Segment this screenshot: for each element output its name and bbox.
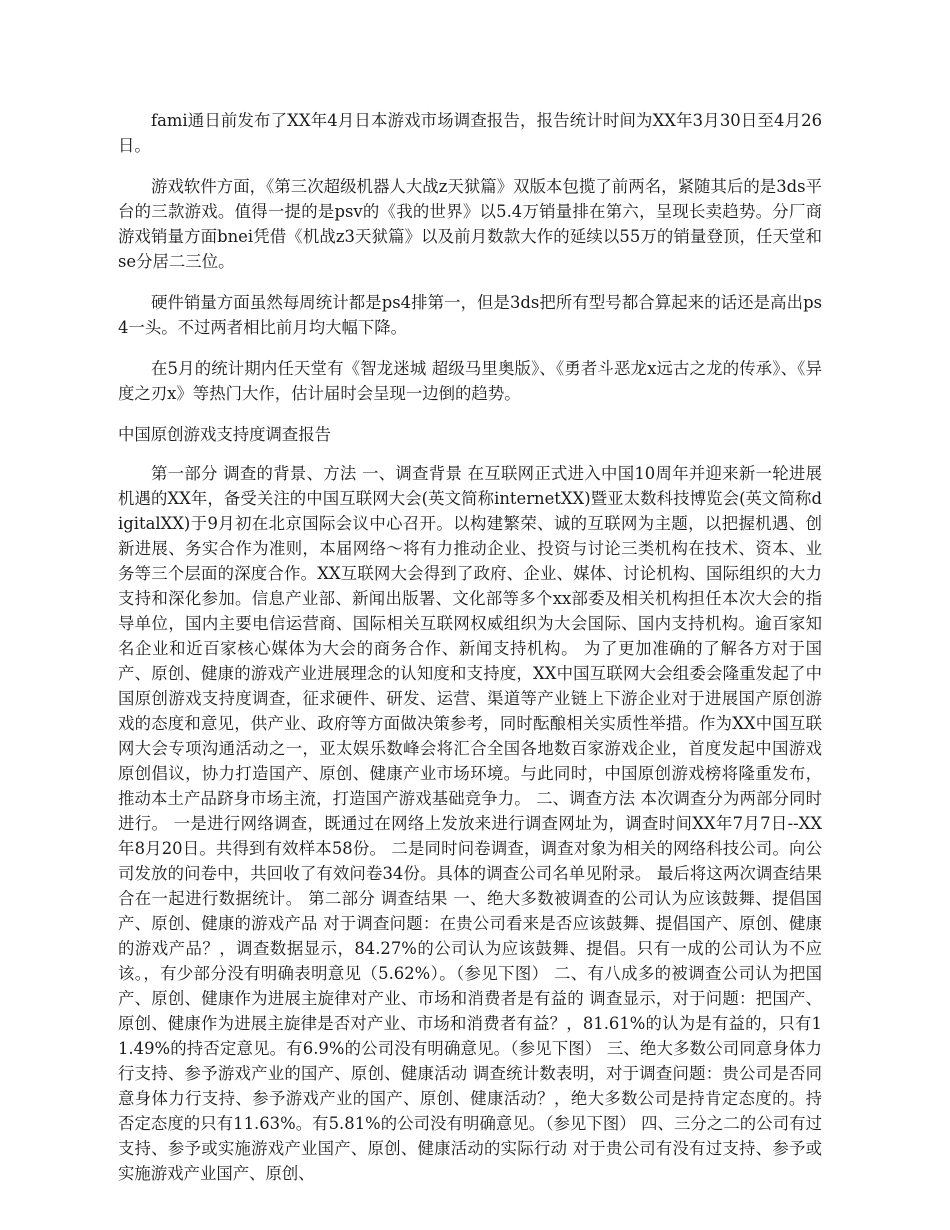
section-title: 中国原创游戏支持度调查报告: [118, 425, 332, 444]
paragraph-may-outlook: 在5月的统计期内任天堂有《智龙迷城 超级马里奥版》、《勇者斗恶龙x远古之龙的传承》、《异度之刃x》等热门大作，估计届时会呈现一边倒的趋势。: [118, 359, 822, 403]
paragraph-hardware-sales: 硬件销量方面虽然每周统计都是ps4排第一，但是3ds把所有型号都合算起来的话还是高出ps4一头。不过两者相比前月均大幅下降。: [118, 293, 822, 337]
paragraph-intro: fami通日前发布了XX年4月日本游戏市场调查报告，报告统计时间为XX年3月30日至4月26日。: [118, 111, 822, 155]
paragraph-software-sales: 游戏软件方面，《第三次超级机器人大战z天狱篇》双版本包揽了前两名，紧随其后的是3ds平台的三款游戏。值得一提的是psv的《我的世界》以5.4万销量排在第六，呈现长卖趋势。分厂商游戏销量方面bnei凭借《机战z3天狱篇》以及前月数款大作的延续以55万的销量登顶，任天堂和se分居二三位。: [118, 177, 822, 271]
paragraph-survey-body: 第一部分 调查的背景、方法 一、调查背景 在互联网正式进入中国10周年并迎来新一轮进展机遇的XX年，备受关注的中国互联网大会(英文简称internetXX)暨亚太数科技博览会(英文简称digitalXX)于9月初在北京国际会议中心召开。以构建繁荣、诚的互联网为主题，以把握机遇、创新进展、务实合作为准则，本届网络～将有力推动企业、投资与讨论三类机构在技术、资本、业务等三个层面的深度合作。XX互联网大会得到了政府、企业、媒体、讨论机构、国际组织的大力支持和深化参加。信息产业部、新闻出版署、文化部等多个xx部委及相关机构担任本次大会的指导单位，国内主要电信运营商、国际相关互联网权威组织为大会国际、国内支持机构。逾百家知名企业和近百家核心媒体为大会的商务合作、新闻支持机构。 为了更加准确的了解各方对于国产、原创、健康的游戏产业进展理念的认知度和支持度，XX中国互联网大会组委会隆重发起了中国原创游戏支持度调查，征求硬件、研发、运营、渠道等产业链上下游企业对于进展国产原创游戏的态度和意见，供产业、政府等方面做决策参考，同时酝酿相关实质性举措。作为XX中国互联网大会专项沟通活动之一，亚太娱乐数峰会将汇合全国各地数百家游戏企业，首度发起中国游戏原创倡议，协力打造国产、原创、健康产业市场环境。与此同时，中国原创游戏榜将隆重发布，推动本土产品跻身市场主流，打造国产游戏基础竞争力。 二、调查方法 本次调查分为两部分同时进行。 一是进行网络调查，既通过在网络上发放来进行调查网址为，调查时间XX年7月7日--XX年8月20日。共得到有效样本58份。 二是同时问卷调查，调查对象为相关的网络科技公司。向公司发放的问卷中，共回收了有效问卷34份。具体的调查公司名单见附录。 最后将这两次调查结果合在一起进行数据统计。 第二部分 调查结果 一、绝大多数被调查的公司认为应该鼓舞、提倡国产、原创、健康的游戏产品 对于调查问题：在贵公司看来是否应该鼓舞、提倡国产、原创、健康的游戏产品？，调查数据显示，84.27%的公司认为应该鼓舞、提倡。只有一成的公司认为不应该。，有少部分没有明确表明意见（5.62%）。（参见下图） 二、有八成多的被调查公司认为把国产、原创、健康作为进展主旋律对产业、市场和消费者是有益的 调查显示，对于问题：把国产、原创、健康作为进展主旋律是否对产业、市场和消费者有益？，81.61%的认为是有益的，只有11.49%的持否定意见。有6.9%的公司没有明确意见。（参见下图） 三、绝大多数公司同意身体力行支持、参予游戏产业的国产、原创、健康活动 调查统计数表明，对于调查问题：贵公司是否同意身体力行支持、参予游戏产业的国产、原创、健康活动？，绝大多数公司是持肯定态度的。持否定态度的只有11.63%。有5.81%的公司没有明确意见。（参见下图） 四、三分之二的公司有过支持、参予或实施游戏产业国产、原创、健康活动的实际行动 对于贵公司有没有过支持、参予或实施游戏产业国产、原创、: [118, 464, 822, 1183]
